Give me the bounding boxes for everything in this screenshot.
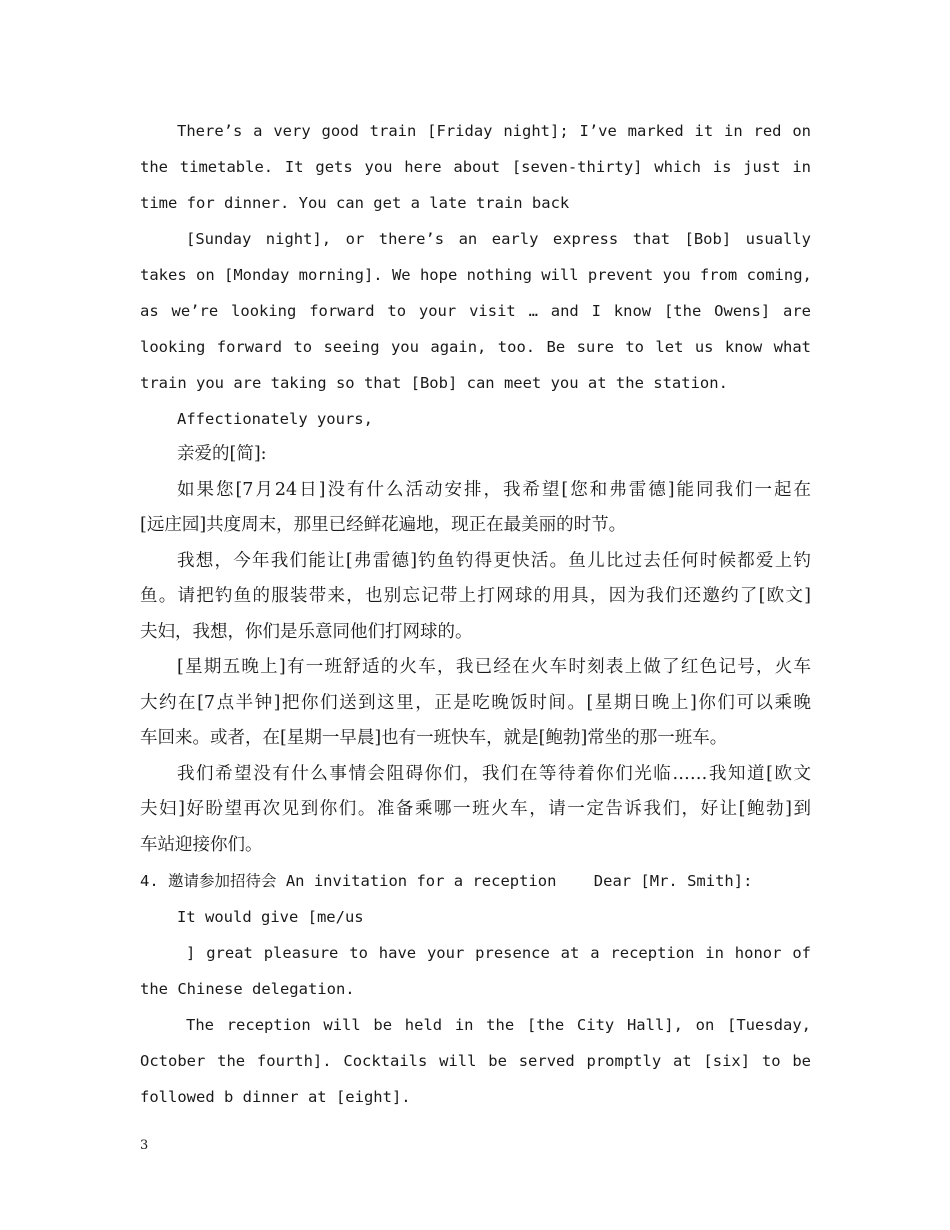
text-line: 夫妇，我想，你们是乐意同他们打网球的。: [140, 621, 473, 642]
text-line: train you are taking so that [Bob] can meet you at the station.: [140, 374, 728, 392]
text-line: [星期五晚上]有一班舒适的火车，我已经在火车时刻表上做了红色记号，火车: [177, 657, 811, 677]
text-line: time for dinner. You can get a late train back: [140, 194, 570, 212]
text-line: followed b dinner at [eight].: [140, 1088, 411, 1106]
text-line: It would give [me/us: [177, 908, 364, 926]
text-line: There’s a very good train [Friday night]; I’ve marked it in red on: [177, 122, 811, 140]
text-line: 夫妇]好盼望再次见到你们。准备乘哪一班火车，请一定告诉我们，好让[鲍勃]到: [140, 799, 811, 819]
text-line: [Sunday night], or there’s an early express that [Bob] usually: [186, 230, 811, 248]
text-line: takes on [Monday morning]. We hope nothing will prevent you from coming,: [140, 266, 812, 284]
text-line: [远庄园]共度周末，那里已经鲜花遍地，现正在最美丽的时节。: [140, 515, 627, 535]
text-line: as we’re looking forward to your visit … and I know [the Owens] are: [140, 302, 811, 320]
section-heading: 4. 邀请参加招待会 An invitation for a reception Dear [Mr. Smith]:: [140, 872, 753, 890]
text-line: 大约在[7点半钟]把你们送到这里，正是吃晚饭时间。[星期日晚上]你们可以乘晚: [140, 692, 811, 713]
text-line: the timetable. It gets you here about [seven-thirty] which is just in: [140, 158, 811, 176]
page-number: 3: [140, 1138, 149, 1153]
text-line: 车站迎接你们。: [140, 834, 263, 855]
text-line: 车回来。或者，在[星期一早晨]也有一班快车，就是[鲍勃]常坐的那一班车。: [140, 728, 728, 748]
text-line: 如果您[7月24日]没有什么活动安排，我希望[您和弗雷德]能同我们一起在: [177, 479, 811, 500]
text-line: 我们希望没有什么事情会阻碍你们，我们在等待着你们光临……我知道[欧文: [177, 763, 811, 784]
text-line: 我想，今年我们能让[弗雷德]钓鱼钓得更快活。鱼儿比过去任何时候都爱上钓: [177, 550, 811, 571]
text-line: ] great pleasure to have your presence at a reception in honor of: [186, 944, 811, 962]
text-line: October the fourth]. Cocktails will be served promptly at [six] to be: [140, 1052, 811, 1070]
text-line: 亲爱的[简]:: [177, 444, 267, 464]
text-line: 鱼。请把钓鱼的服装带来，也别忘记带上打网球的用具，因为我们还邀约了[欧文]: [140, 586, 811, 606]
text-line: the Chinese delegation.: [140, 980, 355, 998]
text-line: looking forward to seeing you again, too. Be sure to let us know what: [140, 338, 811, 356]
text-line: The reception will be held in the [the City Hall], on [Tuesday,: [186, 1016, 811, 1034]
document-body: [140, 113, 811, 1115]
text-line: Affectionately yours,: [177, 410, 373, 428]
